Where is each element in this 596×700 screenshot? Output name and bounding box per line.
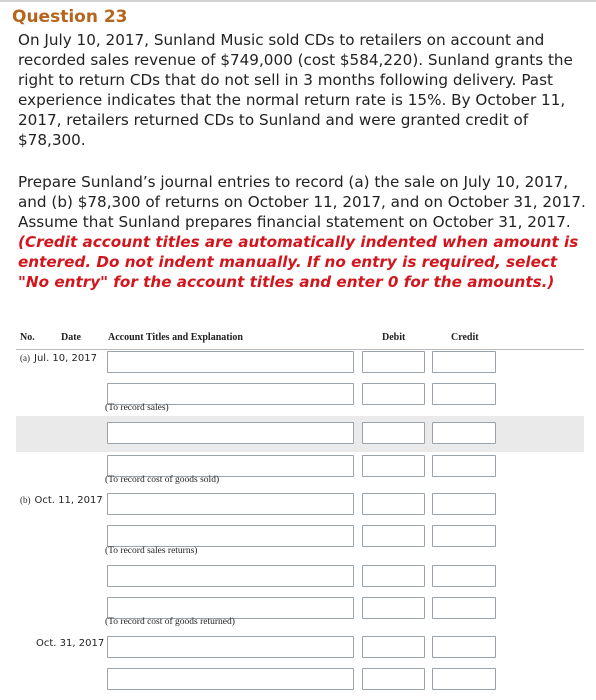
journal-entry-table [16,327,584,700]
note-record-sales: (To record sales) [105,403,169,413]
table-row [16,519,584,555]
question-header [0,0,596,26]
account-title-input[interactable] [107,455,354,477]
credit-input[interactable] [432,351,496,373]
question-paragraph-2 [18,172,590,292]
header-debit: Debit [382,332,406,343]
debit-input[interactable] [362,636,425,658]
credit-input[interactable] [432,668,496,690]
table-row [16,662,584,698]
note-record-cogs: (To record cost of goods sold) [105,475,220,485]
account-title-input[interactable] [107,383,354,405]
question-paragraph-1: On July 10, 2017, Sunland Music sold CDs to retailers on account and recorded sales revenue of $749,000 (cost $584,220). Sunland grants the right to return CDs that do not sell in 3 months following delivery. Past experience indicates that the normal return rate is 15%. By October 11, 2017, retailers returned CDs to Sunland and were granted credit of $78,300. [18,31,573,149]
debit-input[interactable] [362,383,425,405]
credit-input[interactable] [432,597,496,619]
account-title-input[interactable] [107,351,354,373]
entry-date-a: (a) Jul. 10, 2017 [20,353,97,364]
account-title-input[interactable] [107,493,354,515]
debit-input[interactable] [362,493,425,515]
credit-input[interactable] [432,493,496,515]
table-row [16,487,584,523]
question-title: Question 23 [12,7,128,27]
account-title-input[interactable] [107,525,354,547]
table-row [16,591,584,627]
debit-input[interactable] [362,597,425,619]
debit-input[interactable] [362,351,425,373]
question-red-instructions: (Credit account titles are automatically indented when amount is entered. Do not indent manually. If no entry is required, select "No entry" for the account titles and enter 0 for the amounts.) [18,233,579,291]
entry-date-b: (b) Oct. 11, 2017 [20,495,103,506]
table-row [16,559,584,595]
credit-input[interactable] [432,455,496,477]
debit-input[interactable] [362,455,425,477]
debit-input[interactable] [362,668,425,690]
debit-input[interactable] [362,422,425,444]
entry-date-c: Oct. 31, 2017 [36,638,105,649]
table-row [16,416,584,452]
note-record-sales-returns: (To record sales returns) [105,546,198,556]
header-credit: Credit [451,332,479,343]
table-row [16,345,584,381]
credit-input[interactable] [432,636,496,658]
table-row [16,377,584,413]
account-title-input[interactable] [107,668,354,690]
credit-input[interactable] [432,565,496,587]
debit-input[interactable] [362,565,425,587]
account-title-input[interactable] [107,597,354,619]
table-row [16,630,584,666]
credit-input[interactable] [432,422,496,444]
credit-input[interactable] [432,383,496,405]
header-account: Account Titles and Explanation [108,332,243,343]
table-row [16,449,584,485]
account-title-input[interactable] [107,565,354,587]
header-date: Date [61,332,81,343]
account-title-input[interactable] [107,636,354,658]
question-instructions: Prepare Sunland’s journal entries to record (a) the sale on July 10, 2017, and (b) $78,300 of returns on October 11, 2017, and on October 31, 2017. Assume that Sunland prepares financial statement on October 31, 2017. [18,173,586,231]
debit-input[interactable] [362,525,425,547]
account-title-input[interactable] [107,422,354,444]
credit-input[interactable] [432,525,496,547]
header-no: No. [20,332,35,343]
note-record-cogs-returned: (To record cost of goods returned) [105,617,235,627]
